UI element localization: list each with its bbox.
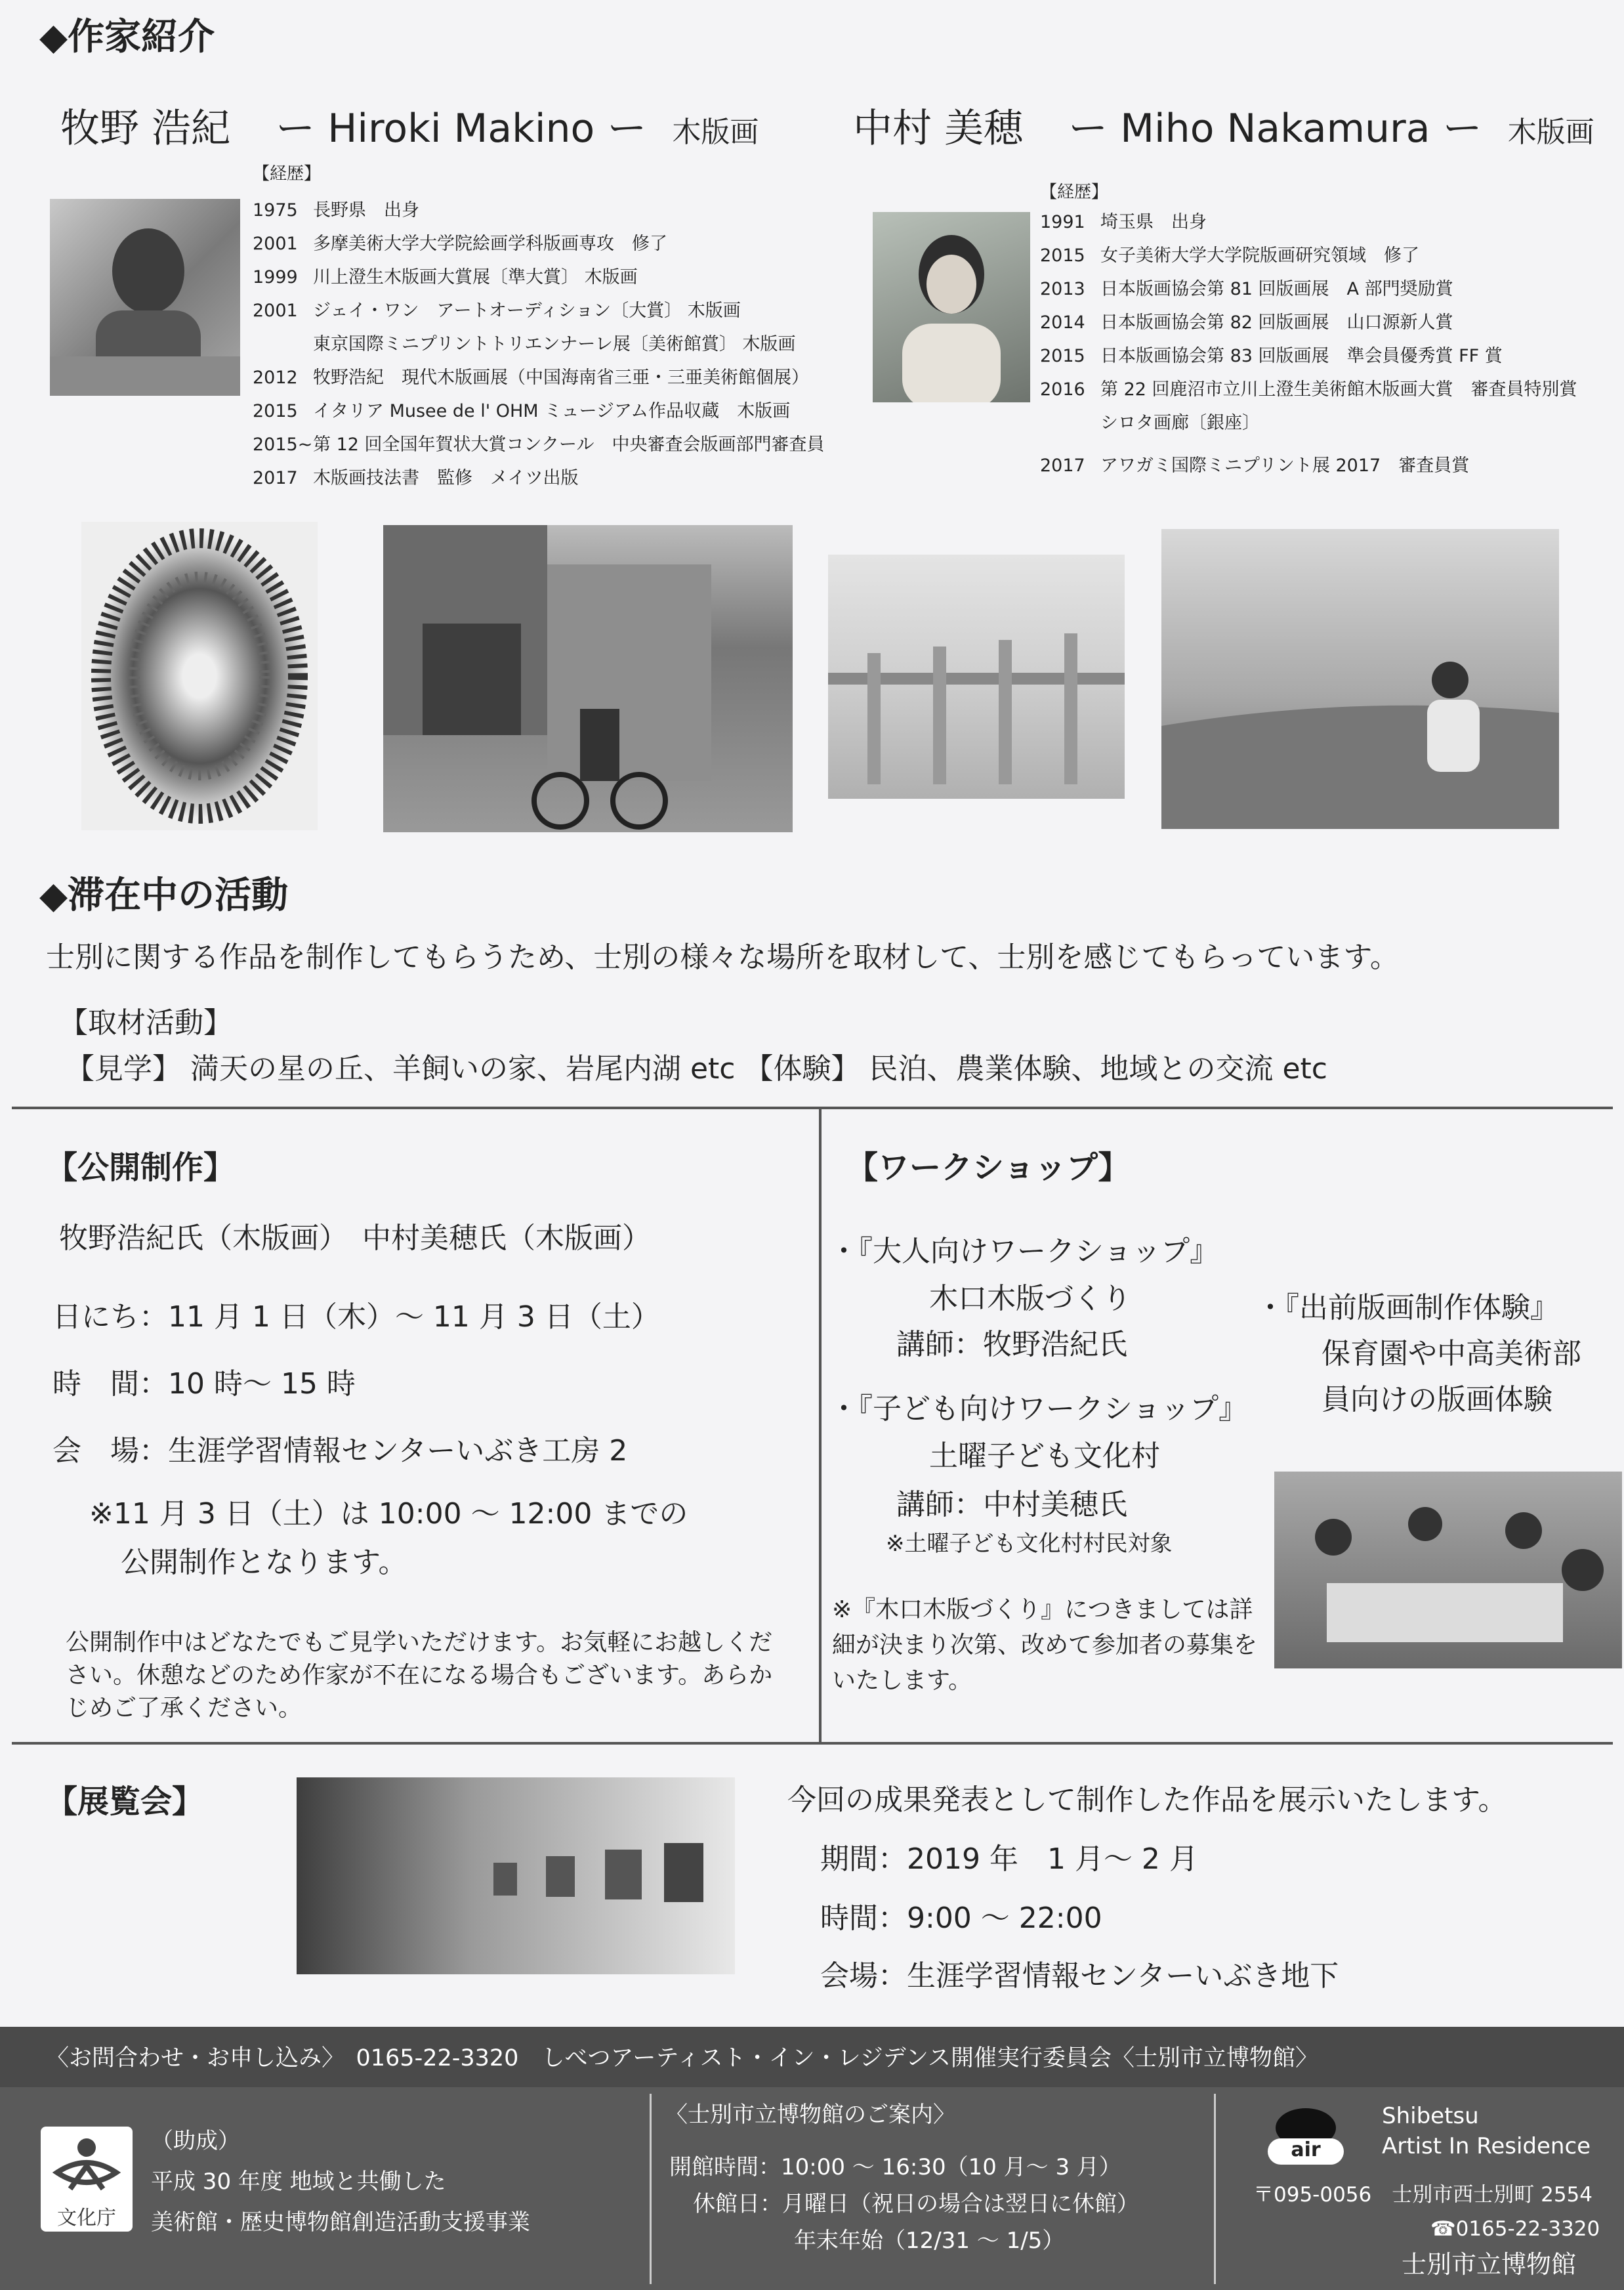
contact-bar xyxy=(0,2027,1624,2087)
workshop-people-icon xyxy=(1274,1472,1622,1668)
museum-info-label: 〈士別市立博物館のご案内〉 xyxy=(665,2102,955,2128)
exhibition-venue: 会場：生涯学習情報センターいぶき地下 xyxy=(820,1959,1339,1993)
building-bicycle-icon xyxy=(383,525,793,832)
delivery-workshop-line2: 員向けの版画体験 xyxy=(1322,1383,1552,1416)
career-row: 2001 ジェイ・ワン アートオーディション〔大賞〕 木版画 xyxy=(253,301,741,321)
research-label: 【取材活動】 xyxy=(59,1006,232,1040)
career-row: 2015 イタリア Musee de l' OHM ミュージアム作品収蔵 木版画 xyxy=(253,401,791,421)
artist2-medium: 木版画 xyxy=(1507,116,1594,149)
artist2-portrait xyxy=(873,212,1030,402)
career-row: 2015~ 第 12 回全国年賀状大賞コンクール 中央審査会版画部門審査員 xyxy=(253,435,825,455)
exhibition-time: 時間：9:00 ～ 22:00 xyxy=(820,1901,1102,1935)
career-row: 1975 長野県 出身 xyxy=(253,200,419,221)
landscape-person-icon xyxy=(1161,529,1559,829)
person-silhouette-icon xyxy=(50,199,240,396)
activity-heading: ◆滞在中の活動 xyxy=(39,874,289,917)
agency-emblem-icon xyxy=(41,2127,133,2199)
activity-intro: 士別に関する作品を制作してもらうため、士別の様々な場所を取材して、士別を感じてもらっています。 xyxy=(46,941,1399,974)
open-production-heading: 【公開制作】 xyxy=(46,1149,236,1186)
footer-divider xyxy=(650,2094,652,2284)
kids-workshop-teacher: 講師：中村美穂氏 xyxy=(896,1488,1127,1521)
artist2-romaji: ー Miho Nakamura ー xyxy=(1068,106,1482,152)
woodcut-print-icon xyxy=(81,522,318,830)
open-production-date: 日にち：11 月 1 日（木）～ 11 月 3 日（土） xyxy=(52,1300,660,1334)
open-production-note2: 公開制作となります。 xyxy=(121,1546,407,1579)
delivery-workshop-line1: 保育園や中高美術部 xyxy=(1322,1337,1581,1370)
exhibition-intro: 今回の成果発表として制作した作品を展示いたします。 xyxy=(787,1783,1507,1817)
career-row: シロタ画廊〔銀座〕 xyxy=(1100,413,1260,433)
open-production-notice: 公開制作中はどなたでもご見学いただけます。お気軽にお越しください。休憩などのため作家が不在になる場合もございます。あらかじめご了承ください。 xyxy=(66,1629,773,1722)
artist1-medium: 木版画 xyxy=(672,116,759,149)
museum-closed-holiday: 年末年始（12/31 ～ 1/5） xyxy=(794,2228,1065,2254)
open-production-note1: ※11 月 3 日（土）は 10:00 ～ 12:00 までの xyxy=(89,1497,688,1531)
artist2-name-line xyxy=(853,97,1594,154)
section-divider xyxy=(12,1107,1613,1109)
air-logo xyxy=(1260,2100,1352,2166)
artist1-career-list xyxy=(253,194,824,495)
career-row: 2017 木版画技法書 監修 メイツ出版 xyxy=(253,468,579,488)
gallery-frames-icon xyxy=(297,1777,735,1974)
workshop-footnote: ※『木口木版づくり』につきましては詳細が決まり次第、改めて参加者の募集をいたします。 xyxy=(832,1596,1258,1694)
museum-name: 士別市立博物館 xyxy=(1402,2250,1577,2279)
open-production-time: 時 間：10 時～ 15 時 xyxy=(52,1367,356,1401)
open-production-artists: 牧野浩紀氏（木版画） 中村美穂氏（木版画） xyxy=(59,1221,651,1255)
artist1-name: 牧野 浩紀 xyxy=(60,106,231,152)
kids-workshop-title: ・『子ども向けワークショップ』 xyxy=(829,1392,1248,1426)
career-row: 2015 日本版画協会第 83 回版画展 準会員優秀賞 FF 賞 xyxy=(1040,346,1503,366)
career-row: 2012 牧野浩紀 現代木版画展（中国海南省三亜・三亜美術館個展） xyxy=(253,368,809,388)
workshop-heading: 【ワークショップ】 xyxy=(846,1149,1130,1186)
sketching-hill-photo xyxy=(1161,529,1559,829)
exhibition-period: 期間：2019 年 1 月～ 2 月 xyxy=(820,1842,1198,1876)
exhibition-heading: 【展覧会】 xyxy=(46,1783,204,1820)
footer-divider xyxy=(1214,2094,1216,2284)
column-divider xyxy=(819,1107,822,1742)
woodcut-artwork-photo xyxy=(81,522,318,830)
career-row: 2014 日本版画協会第 82 回版画展 山口源新人賞 xyxy=(1040,312,1453,333)
career-row: 1999 川上澄生木版画大賞展〔準大賞〕 木版画 xyxy=(253,267,638,287)
adult-workshop-subtitle: 木口木版づくり xyxy=(929,1282,1131,1315)
artist2-name: 中村 美穂 xyxy=(853,106,1024,152)
adult-workshop-teacher: 講師：牧野浩紀氏 xyxy=(896,1328,1127,1361)
grant-line1: 平成 30 年度 地域と共働した xyxy=(151,2169,446,2195)
delivery-workshop-title: ・『出前版画制作体験』 xyxy=(1256,1291,1559,1325)
agency-name: 文化庁 xyxy=(57,2207,116,2230)
grant-label: （助成） xyxy=(151,2128,240,2154)
brand-line1: Shibetsu xyxy=(1382,2103,1479,2129)
section-divider xyxy=(12,1742,1613,1745)
grant-line2: 美術館・歴史博物館創造活動支援事業 xyxy=(151,2209,530,2236)
profiles-heading: ◆作家紹介 xyxy=(39,16,215,58)
artist1-romaji: ー Hiroki Makino ー xyxy=(276,106,647,152)
career-row: 1991 埼玉県 出身 xyxy=(1040,212,1207,232)
contact-text: 〈お問合わせ・お申し込み〉 0165-22-3320 しべつアーティスト・イン・レジデンス開催実行委員会〈士別市立博物館〉 xyxy=(46,2045,1318,2071)
artist2-career-list xyxy=(1040,205,1577,482)
adult-workshop-title: ・『大人向けワークショップ』 xyxy=(829,1235,1219,1268)
person-silhouette-icon xyxy=(873,212,1030,402)
museum-address: 〒095-0056 士別市西士別町 2554 xyxy=(1253,2183,1593,2207)
museum-closed: 休館日：月曜日（祝日の場合は翌日に休館） xyxy=(693,2191,1139,2217)
footer-panel xyxy=(0,2087,1624,2290)
research-detail: 【見学】 満天の星の丘、羊飼いの家、岩尾内湖 etc 【体験】 民泊、農業体験、地域との交流 etc xyxy=(66,1052,1327,1086)
career-row: 2001 多摩美術大学大学院絵画学科版画専攻 修了 xyxy=(253,234,667,254)
museum-hours: 開館時間：10:00 ～ 16:30（10 月～ 3 月） xyxy=(669,2154,1121,2180)
kids-workshop-note: ※土曜子ども文化村村民対象 xyxy=(886,1531,1173,1557)
fence-icon xyxy=(828,555,1125,799)
career-row: 2016 第 22 回鹿沼市立川上澄生美術館木版画大賞 審査員特別賞 xyxy=(1040,379,1577,400)
workshop-photo xyxy=(1274,1472,1622,1668)
museum-phone: ☎0165-22-3320 xyxy=(1430,2217,1600,2241)
career-row: 2015 女子美術大学大学院版画研究領域 修了 xyxy=(1040,245,1419,266)
kids-workshop-subtitle: 土曜子ども文化村 xyxy=(929,1439,1160,1473)
artist1-career-label: 【経歴】 xyxy=(253,164,322,184)
artist2-career-label: 【経歴】 xyxy=(1040,182,1109,202)
gallery-corridor-photo xyxy=(297,1777,735,1974)
cyclist-building-photo xyxy=(383,525,793,832)
career-row: 東京国際ミニプリントトリエンナーレ展〔美術館賞〕 木版画 xyxy=(313,334,796,354)
artist1-name-line xyxy=(60,97,759,154)
air-logo-text: air xyxy=(1291,2138,1321,2161)
brand-line2: Artist In Residence xyxy=(1382,2133,1591,2159)
fence-snow-photo xyxy=(828,555,1125,799)
open-production-venue: 会 場：生涯学習情報センターいぶき工房 2 xyxy=(52,1434,628,1468)
artist1-portrait xyxy=(50,199,240,396)
career-row: 2013 日本版画協会第 81 回版画展 A 部門奨励賞 xyxy=(1040,279,1453,299)
career-row: 2017 アワガミ国際ミニプリント展 2017 審査員賞 xyxy=(1040,456,1470,476)
agency-logo xyxy=(41,2127,133,2232)
